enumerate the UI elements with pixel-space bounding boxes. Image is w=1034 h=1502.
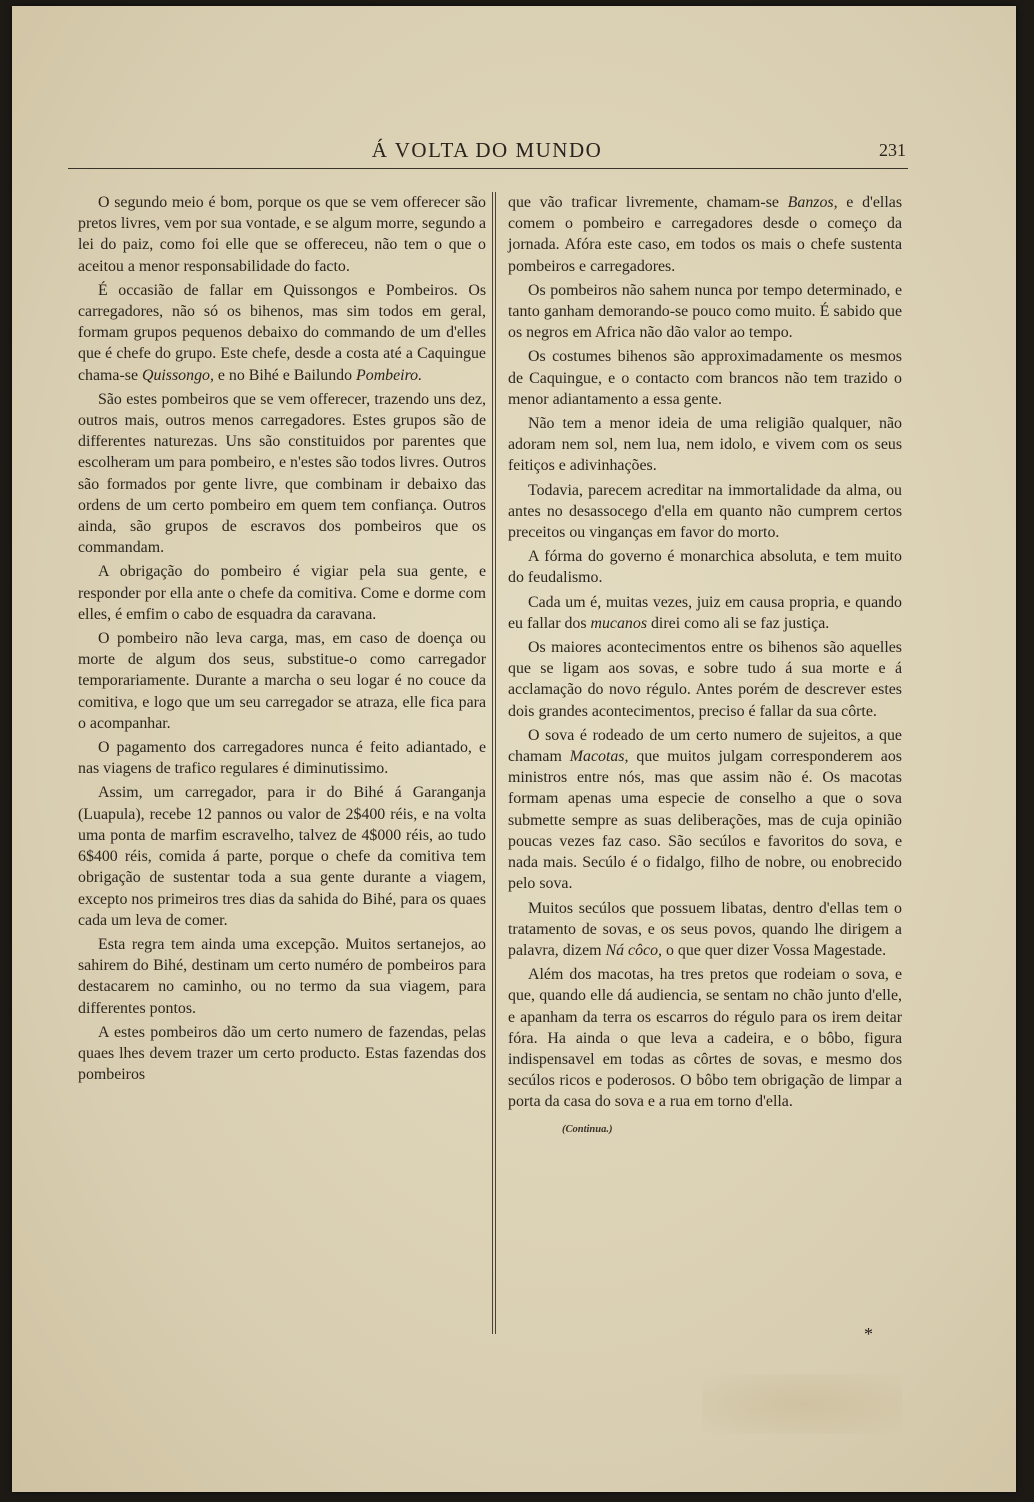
paragraph: Todavia, parecem acreditar na immortalidade da alma, ou antes no desassocego d'ella em quanto não cumprem certos preceitos ou vinganças em favor do morto. bbox=[508, 481, 902, 542]
paragraph: O sova é rodeado de um certo numero de sujeitos, a que chamam Macotas, que muitos julgam corresponderem aos ministros entre nós, mas que assim não é. Os macotas formam apenas uma especie de conselho a que o sova submette sempre as suas deliberações, mas de cuja opinião poucas vezes faz caso. São secúlos e favoritos do sova, e nada mais. Secúlo é o fidalgo, filho de nobre, ou enobrecido pelo sova. bbox=[508, 726, 902, 893]
emphasis-term: mucanos bbox=[590, 614, 648, 632]
right-column bbox=[508, 192, 902, 1140]
page-number: 231 bbox=[879, 140, 906, 160]
header-rule bbox=[68, 168, 908, 169]
emphasis-term: Ná côco, bbox=[605, 941, 663, 959]
paragraph: A estes pombeiros dão um certo numero de fazendas, pelas quaes lhes devem trazer um certo producto. Estas fazendas dos pombeiros bbox=[78, 1023, 486, 1084]
paragraph: Muitos secúlos que possuem libatas, dentro d'ellas tem o tratamento de sovas, e os seus povos, quando lhe dirigem a palavra, dizem Ná côco, o que quer dizer Vossa Magestade. bbox=[508, 899, 902, 959]
paragraph: São estes pombeiros que se vem offerecer, trazendo uns dez, outros mais, outros menos carregadores. Estes grupos são de differentes naturezas. Uns são constituidos por parentes que escolheram um para pombeiro, e n'estes são todos livres. Outros são formados por gente livre, que combinam ir debaixo das ordens de um certo pombeiro em quem tem confiança. Outros ainda, são grupos de escravos dos pombeiros que os commandam. bbox=[78, 390, 486, 557]
running-title: Á VOLTA DO MUNDO bbox=[371, 138, 603, 162]
paragraph: Assim, um carregador, para ir do Bihé á Garanganja (Luapula), recebe 12 pannos ou valor de 2$400 réis, e na volta uma ponta de marfim escravelho, talvez de 4$000 réis, ao tudo 6$400 réis, comida á parte, porque o chefe da comitiva tem obrigação de sustentar toda a sua gente durante a viagem, excepto nos primeiros tres dias da sahida do Bihé, para os quaes cada um leva de comer. bbox=[78, 784, 486, 929]
paragraph: É occasião de fallar em Quissongos e Pombeiros. Os carregadores, não só os bihenos, mas sim todos em geral, formam grupos pequenos debaixo do commando de um d'elles que é chefe do grupo. Este chefe, desde a costa até a Caquingue chama-se Quissongo, e no Bihé e Bailundo Pombeiro. bbox=[78, 281, 486, 384]
paragraph: O pagamento dos carregadores nunca é feito adiantado, e nas viagens de trafico regulares é diminutissimo. bbox=[78, 739, 486, 778]
paragraph: Esta regra tem ainda uma excepção. Muitos sertanejos, ao sahirem do Bihé, destinam um certo numéro de pombeiros para destacarem no caminho, ou no termo da sua viagem, para differentes pontos. bbox=[78, 935, 486, 1017]
running-header bbox=[68, 138, 906, 166]
end-asterisk: * bbox=[864, 1324, 873, 1344]
continued-note: (Continua.) bbox=[562, 1123, 613, 1135]
paragraph: O segundo meio é bom, porque os que se vem offerecer são pretos livres, vem por sua vontade, e se algum morre, segundo a lei do paiz, como foi elle que se offereceu, não tem o que o aceitou a menor responsabilidade do facto. bbox=[78, 194, 486, 275]
paragraph: Além dos macotas, ha tres pretos que rodeiam o sova, e que, quando elle dá audiencia, se sentam no chão junto d'elle, e apanham da terra os escarros do régulo para os irem deitar fóra. Ha ainda o que leva a cadeira, e o bôbo, figura indispensavel em todas as côrtes de sovas, e mesmo dos secúlos ricos e poderosos. O bôbo tem obrigação de limpar a porta da casa do sova e a rua em torno d'ella. bbox=[508, 966, 902, 1111]
paragraph: O pombeiro não leva carga, mas, em caso de doença ou morte de algum dos seus, substitue-o como carregador temporariamente. Durante a marcha o seu logar é no couce da comitiva, e logo que um seu carregador se atraza, elle fica para o acompanhar. bbox=[78, 630, 486, 732]
paragraph: Cada um é, muitas vezes, juiz em causa propria, e quando eu fallar dos mucanos direi como ali se faz justiça. bbox=[508, 593, 902, 632]
emphasis-term: Pombeiro. bbox=[356, 366, 423, 384]
emphasis-term: Banzos, bbox=[787, 194, 838, 211]
paragraph: Os pombeiros não sahem nunca por tempo determinado, e tanto ganham demorando-se pouco como muito. É sabido que os negros em Africa não dão valor ao tempo. bbox=[508, 281, 902, 342]
magazine-page bbox=[12, 6, 1016, 1492]
emphasis-term: Quissongo, bbox=[141, 366, 214, 384]
paragraph: A fórma do governo é monarchica absoluta, e tem muito do feudalismo. bbox=[508, 548, 902, 587]
emphasis-term: Macotas, bbox=[569, 748, 629, 766]
paragraph: Os maiores acontecimentos entre os bihenos são aquelles que se ligam aos sovas, e sobre tudo á sua morte e á acclamação do novo régulo. Antes porém de descrever estes dois grandes acontecimentos, preciso é fallar da sua côrte. bbox=[508, 639, 902, 720]
paragraph-continued: que vão traficar livremente, chamam-se Banzos, e d'ellas comem o pombeiro e carregadores desde o começo da jornada. Afóra este caso, em todos os mais o chefe sustenta pombeiros e carregadores. bbox=[508, 194, 902, 275]
column-divider bbox=[492, 192, 496, 1334]
paragraph: Os costumes bihenos são approximadamente os mesmos de Caquingue, e o contacto com brancos não tem trazido o menor adiantamento a essa gente. bbox=[508, 348, 902, 408]
paper-stain bbox=[702, 1374, 902, 1434]
left-column bbox=[78, 192, 486, 1088]
paragraph: Não tem a menor ideia de uma religião qualquer, não adoram nem sol, nem lua, nem idolo, e vivem com os seus feitiços e adivinhações. bbox=[508, 415, 902, 475]
paragraph: A obrigação do pombeiro é vigiar pela sua gente, e responder por ella ante o chefe da comitiva. Come e dorme com elles, é emfim o cabo de esquadra da caravana. bbox=[78, 563, 486, 623]
